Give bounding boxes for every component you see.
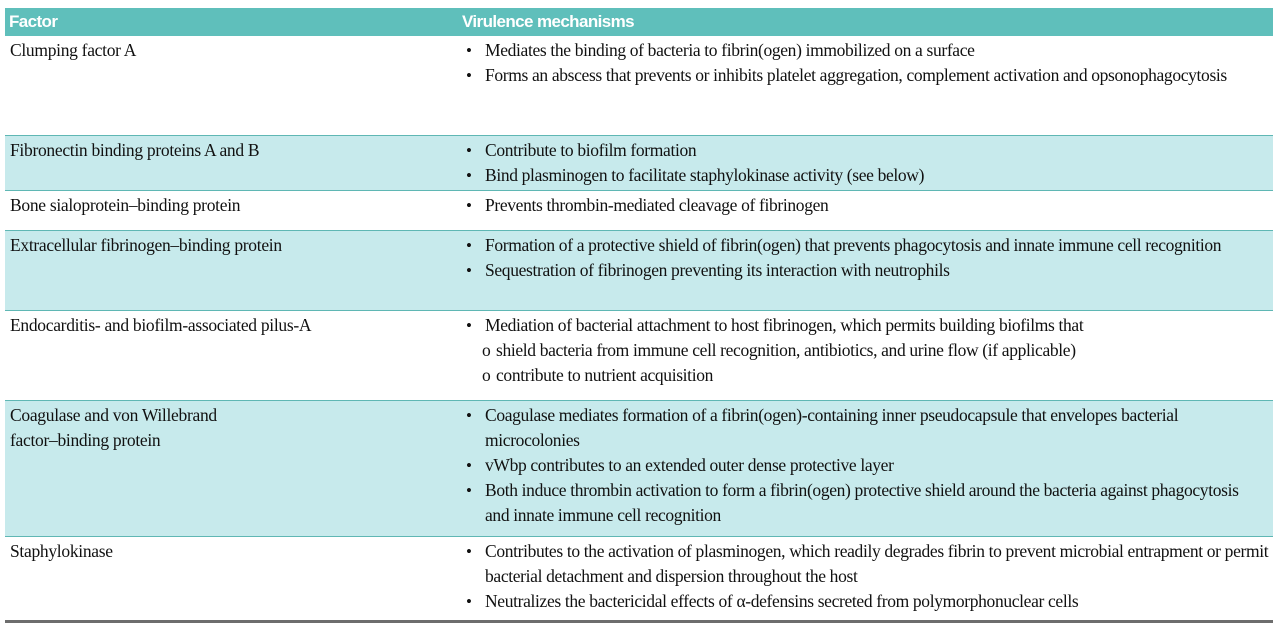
- table-row: [5, 190, 1273, 230]
- mechanism-bullet: • Sequestration of fibrinogen preventing its interaction with neutrophils: [464, 258, 1273, 283]
- table-row: [5, 536, 1273, 620]
- mechanism-subitem: [464, 363, 1273, 388]
- mechanism-bullet: • vWbp contributes to an extended outer dense protective layer: [464, 453, 1273, 478]
- table-row: [5, 36, 1273, 135]
- sub-marker: o: [482, 340, 491, 360]
- factor-cell: Bone sialoprotein–binding protein: [10, 195, 241, 215]
- mechanism-bullet: • Neutralizes the bactericidal effects of α-defensins secreted from polymorphonuclear cells: [464, 589, 1273, 614]
- mechanism-bullet: • Coagulase mediates formation of a fibrin(ogen)-containing inner pseudocapsule that envelopes bacterial microcolonies: [464, 403, 1273, 453]
- factor-cell: Endocarditis- and biofilm-associated pilus-A: [10, 315, 312, 335]
- factor-line: Coagulase and von Willebrand: [10, 405, 217, 425]
- sub-marker: o: [482, 365, 491, 385]
- bottom-rule: [5, 620, 1273, 623]
- table-row: [5, 230, 1273, 310]
- mechanisms-cell: [462, 191, 1273, 230]
- header-factor: Factor: [9, 12, 58, 31]
- mechanism-bullet: • Forms an abscess that prevents or inhibits platelet aggregation, complement activation and opsonophagocytosis: [464, 63, 1273, 88]
- factor-line: factor–binding protein: [10, 430, 161, 450]
- mechanism-bullet: • Mediates the binding of bacteria to fibrin(ogen) immobilized on a surface: [464, 38, 1273, 63]
- mechanism-bullet: • Mediation of bacterial attachment to host fibrinogen, which permits building biofilms that: [464, 313, 1273, 338]
- mechanisms-cell: [462, 36, 1273, 135]
- factor-cell: [5, 401, 462, 536]
- mechanism-bullet: • Contributes to the activation of plasminogen, which readily degrades fibrin to prevent microbial entrapment or permit bacterial detachment and dispersion throughout the host: [464, 539, 1273, 589]
- factor-cell: Extracellular fibrinogen–binding protein: [10, 235, 282, 255]
- factor-cell: Staphylokinase: [10, 541, 113, 561]
- mechanism-bullet: • Formation of a protective shield of fibrin(ogen) that prevents phagocytosis and innate immune cell recognition: [464, 233, 1273, 258]
- factor-cell: Fibronectin binding proteins A and B: [10, 140, 260, 160]
- mechanism-bullet: • Both induce thrombin activation to form a fibrin(ogen) protective shield around the bacteria against phagocytosis and innate immune cell recognition: [464, 478, 1273, 528]
- mechanism-bullet: • Prevents thrombin-mediated cleavage of fibrinogen: [464, 193, 1273, 218]
- subitem-text: contribute to nutrient acquisition: [496, 365, 714, 385]
- table-row: [5, 135, 1273, 190]
- mechanisms-cell: [462, 537, 1273, 620]
- mechanism-bullet: • Bind plasminogen to facilitate staphylokinase activity (see below): [464, 163, 1273, 188]
- mechanisms-cell: [462, 231, 1273, 310]
- factor-cell: Clumping factor A: [10, 40, 137, 60]
- mechanism-subitem: [464, 338, 1273, 363]
- table-row: [5, 400, 1273, 536]
- virulence-table: [5, 8, 1273, 623]
- table-header: [5, 8, 1273, 36]
- mechanisms-cell: [462, 311, 1273, 400]
- table-row: [5, 310, 1273, 400]
- mechanisms-cell: [462, 401, 1273, 536]
- mechanisms-cell: [462, 136, 1273, 190]
- mechanism-bullet: • Contribute to biofilm formation: [464, 138, 1273, 163]
- subitem-text: shield bacteria from immune cell recognition, antibiotics, and urine flow (if applicable): [496, 340, 1076, 360]
- header-mechanisms: Virulence mechanisms: [462, 12, 634, 31]
